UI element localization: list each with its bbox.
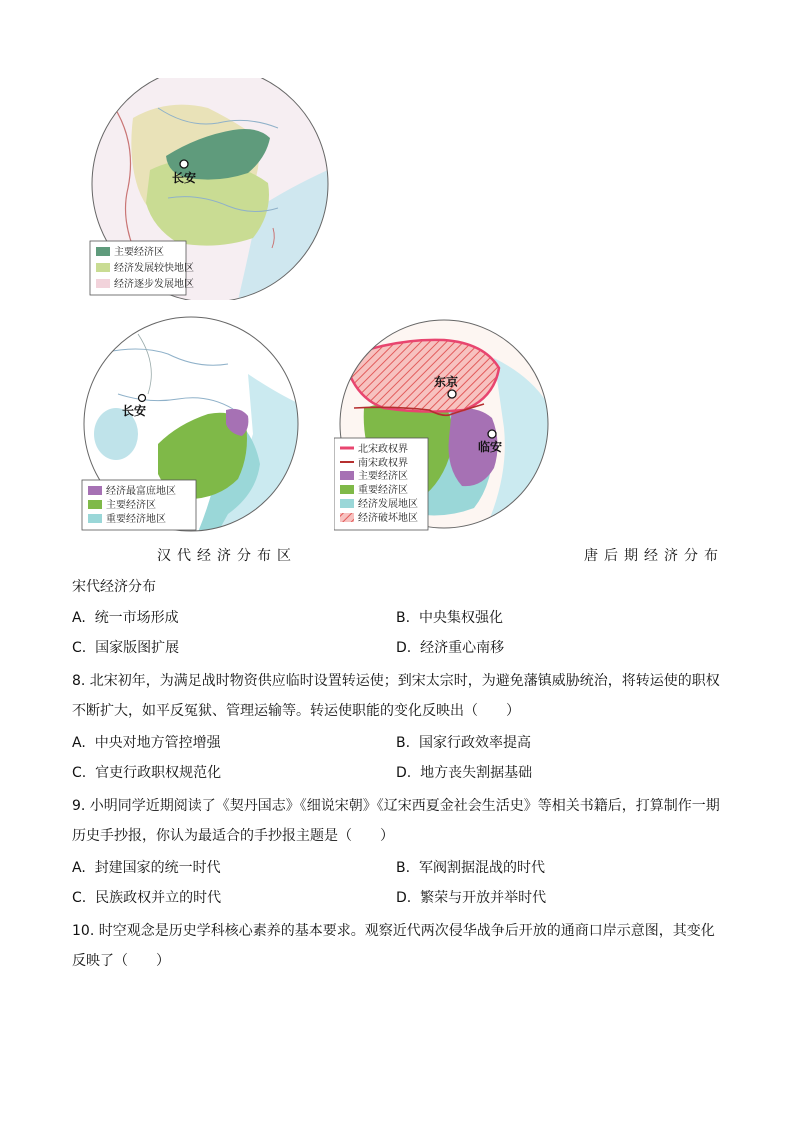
option-a: A. 统一市场形成	[72, 610, 179, 626]
tang-legend-label: 经济最富庶地区	[106, 486, 176, 497]
song-legend-label: 经济破坏地区	[358, 513, 418, 524]
han-legend-label: 经济逐步发展地区	[114, 279, 194, 290]
option-c: C. 民族政权并立的时代	[72, 890, 222, 906]
question-10-line-2: 反映了（ ）	[72, 953, 170, 969]
option-d: D. 繁荣与开放并举时代	[396, 890, 547, 906]
option-b: B. 军阀割据混战的时代	[396, 860, 545, 876]
han-legend-label: 主要经济区	[114, 247, 164, 258]
song-legend-label: 重要经济区	[358, 485, 408, 496]
caption-song: 宋代经济分布	[72, 579, 156, 595]
caption-han: 汉代经济分布区	[157, 548, 297, 564]
song-legend-label: 经济发展地区	[358, 499, 418, 510]
option-c: C. 官吏行政职权规范化	[72, 765, 222, 781]
option-b: B. 中央集权强化	[396, 610, 503, 626]
song-legend-label: 主要经济区	[358, 471, 408, 482]
song-legend-label: 北宋政权界	[358, 444, 408, 455]
song-city-label-east: 东京	[434, 375, 459, 389]
option-d: D. 经济重心南移	[396, 640, 505, 656]
song-legend-label: 南宋政权界	[358, 458, 408, 469]
question-8-line-1: 8. 北宋初年，为满足战时物资供应临时设置转运使；到宋太宗时，为避免藩镇威胁统治，将转运使的职权	[72, 673, 720, 689]
tang-economy-map	[78, 314, 300, 532]
option-a: A. 封建国家的统一时代	[72, 860, 221, 876]
option-b: B. 国家行政效率提高	[396, 735, 531, 751]
song-economy-map	[334, 318, 550, 532]
option-d: D. 地方丧失割据基础	[396, 765, 533, 781]
tang-city-label: 长安	[122, 404, 147, 418]
han-economy-map	[88, 78, 332, 300]
question-8-line-2: 不断扩大，如平反冤狱、管理运输等。转运使职能的变化反映出（ ）	[72, 703, 520, 719]
question-9-line-1: 9. 小明同学近期阅读了《契丹国志》《细说宋朝》《辽宋西夏金社会生活史》等相关书籍后，打算制作一期	[72, 798, 720, 814]
question-9-line-2: 历史手抄报，你认为最适合的手抄报主题是（ ）	[72, 828, 394, 844]
caption-tang: 唐后期经济分布	[584, 548, 724, 564]
tang-legend-label: 重要经济地区	[106, 514, 166, 525]
han-legend-label: 经济发展较快地区	[114, 263, 194, 274]
song-city-label-south: 临安	[478, 440, 503, 454]
option-a: A. 中央对地方管控增强	[72, 735, 221, 751]
option-c: C. 国家版图扩展	[72, 640, 180, 656]
tang-legend-label: 主要经济区	[106, 500, 156, 511]
question-10-line-1: 10. 时空观念是历史学科核心素养的基本要求。观察近代两次侵华战争后开放的通商口岸示意图，其变化	[72, 923, 715, 939]
han-city-label: 长安	[172, 171, 197, 185]
